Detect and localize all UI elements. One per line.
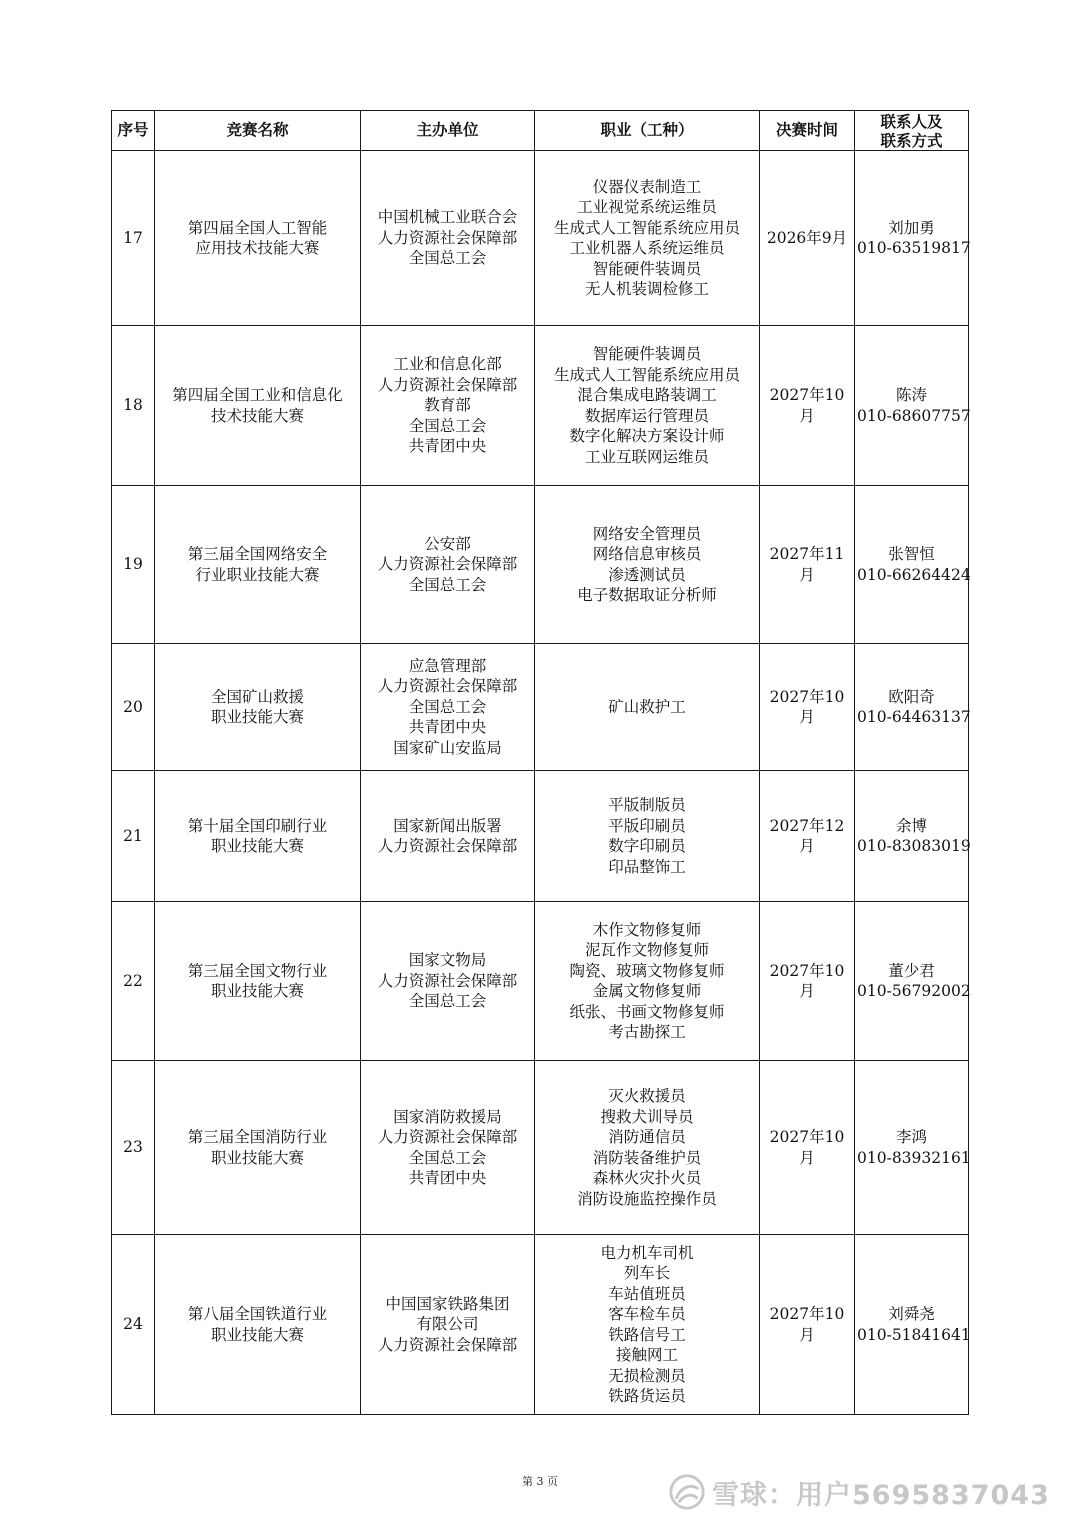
organizer-line: 国家消防救援局 (393, 1107, 502, 1126)
cell-seq: 24 (112, 1235, 155, 1415)
occupation-line: 木作文物修复师 (592, 920, 702, 939)
cell-occupations (535, 326, 760, 486)
organizer-line: 共青团中央 (408, 718, 487, 737)
occupation-line: 搜救犬训导员 (600, 1107, 694, 1126)
organizer-line: 国家矿山安监局 (393, 738, 502, 757)
organizer-line: 全国总工会 (408, 416, 487, 435)
cell-contact (855, 771, 969, 902)
header-row (112, 111, 969, 151)
cell-organizers (361, 1061, 535, 1235)
cell-seq: 19 (112, 486, 155, 644)
cell-seq: 18 (112, 326, 155, 486)
cell-final-time: 2027年10月 (760, 644, 855, 771)
occupation-line: 工业机器人系统运维员 (569, 239, 725, 257)
organizer-line: 人力资源社会保障部 (377, 1128, 518, 1146)
contact-name: 张智恒 (888, 545, 935, 563)
page-number: 第 3 页 (522, 1475, 558, 1488)
occupation-line: 考古勘探工 (608, 1023, 686, 1041)
occupation-line: 森林火灾扑火员 (592, 1169, 702, 1187)
occupation-line: 工业视觉系统运维员 (577, 198, 717, 216)
watermark (668, 1472, 1050, 1512)
cell-organizers (361, 326, 535, 486)
occupation-line: 仪器仪表制造工 (592, 177, 702, 196)
cell-competition-name (155, 486, 361, 644)
header-name: 竞赛名称 (155, 111, 361, 151)
competition-name-line: 行业职业技能大赛 (195, 565, 320, 584)
header-seq: 序号 (112, 111, 155, 151)
cell-competition-name (155, 902, 361, 1061)
organizer-line: 全国总工会 (408, 1148, 487, 1167)
occupation-line: 陶瓷、玻璃文物修复师 (569, 961, 725, 980)
occupation-line: 灭火救援员 (608, 1087, 686, 1105)
table-row (112, 486, 969, 644)
competition-name-line: 第八届全国铁道行业 (187, 1305, 328, 1323)
competition-name-line: 第三届全国文物行业 (187, 961, 328, 980)
organizer-line: 国家文物局 (408, 951, 487, 970)
cell-competition-name (155, 1061, 361, 1235)
header-contact-line2: 联系方式 (880, 130, 943, 150)
cell-final-time: 2027年10月 (760, 1235, 855, 1415)
cell-seq: 20 (112, 644, 155, 771)
cell-organizers (361, 902, 535, 1061)
table-row (112, 1061, 969, 1235)
competition-name-line: 第三届全国网络安全 (187, 545, 328, 563)
table-row (112, 771, 969, 902)
contact-phone: 010-63519817 (857, 239, 971, 257)
occupation-line: 客车检车员 (608, 1305, 686, 1323)
cell-occupations (535, 644, 760, 771)
competition-name-line: 职业技能大赛 (210, 708, 304, 726)
organizer-line: 人力资源社会保障部 (377, 555, 518, 574)
organizer-line: 全国总工会 (408, 249, 487, 268)
occupation-line: 消防通信员 (608, 1128, 686, 1146)
cell-contact (855, 1235, 969, 1415)
cell-seq: 22 (112, 902, 155, 1061)
snowball-logo-icon (668, 1473, 706, 1511)
contact-phone: 010-56792002 (857, 982, 971, 1000)
occupation-line: 消防设施监控操作员 (577, 1189, 717, 1208)
table-row (112, 1235, 969, 1415)
competition-name-line: 职业技能大赛 (210, 982, 304, 1000)
cell-competition-name (155, 151, 361, 326)
cell-contact (855, 326, 969, 486)
table-row (112, 151, 969, 326)
cell-contact (855, 151, 969, 326)
cell-organizers (361, 151, 535, 326)
table-row (112, 902, 969, 1061)
organizer-line: 中国机械工业联合会 (377, 208, 518, 227)
occupation-line: 智能硬件装调员 (592, 259, 702, 278)
organizer-line: 共青团中央 (408, 437, 487, 456)
occupation-line: 数字化解决方案设计师 (569, 427, 725, 445)
cell-competition-name (155, 771, 361, 902)
occupation-line: 渗透测试员 (608, 565, 686, 584)
occupation-line: 数字印刷员 (608, 837, 686, 855)
contact-phone: 010-51841641 (857, 1325, 971, 1344)
organizer-line: 共青团中央 (408, 1169, 487, 1187)
cell-final-time: 2027年10月 (760, 902, 855, 1061)
contact-phone: 010-83083019 (857, 837, 971, 855)
cell-contact (855, 1061, 969, 1235)
contact-phone: 010-64463137 (857, 708, 971, 726)
competition-name-line: 职业技能大赛 (210, 1325, 304, 1344)
contact-name: 董少君 (888, 961, 935, 980)
organizer-line: 人力资源社会保障部 (377, 677, 518, 696)
competition-name-line: 职业技能大赛 (210, 1148, 304, 1167)
competition-table (111, 110, 969, 1415)
header-contact (855, 111, 969, 151)
occupation-line: 列车长 (623, 1264, 671, 1282)
cell-competition-name (155, 644, 361, 771)
table-row (112, 326, 969, 486)
cell-seq: 23 (112, 1061, 155, 1235)
cell-occupations (535, 151, 760, 326)
contact-name: 欧阳奇 (888, 687, 935, 706)
organizer-line: 全国总工会 (408, 575, 487, 594)
occupation-line: 车站值班员 (608, 1284, 686, 1303)
header-final-time: 决赛时间 (760, 111, 855, 151)
organizer-line: 国家新闻出版署 (393, 816, 502, 835)
occupation-line: 金属文物修复师 (592, 982, 702, 1000)
occupation-line: 泥瓦作文物修复师 (584, 941, 709, 959)
competition-name-line: 第三届全国消防行业 (187, 1128, 328, 1146)
cell-occupations (535, 1235, 760, 1415)
cell-organizers (361, 1235, 535, 1415)
cell-occupations (535, 902, 760, 1061)
contact-phone: 010-68607757 (857, 406, 971, 425)
organizer-line: 工业和信息化部 (393, 355, 502, 374)
occupation-line: 平版制版员 (608, 796, 686, 814)
contact-name: 刘舜尧 (888, 1305, 935, 1323)
occupation-line: 电子数据取证分析师 (577, 586, 717, 604)
organizer-line: 人力资源社会保障部 (377, 228, 518, 247)
cell-final-time: 2027年12月 (760, 771, 855, 902)
contact-name: 余博 (895, 816, 927, 835)
occupation-line: 数据库运行管理员 (584, 406, 709, 425)
cell-final-time: 2027年10月 (760, 1061, 855, 1235)
occupation-line: 生成式人工智能系统应用员 (553, 218, 740, 237)
competition-name-line: 第四届全国人工智能 (187, 218, 328, 237)
occupation-line: 消防装备维护员 (592, 1148, 702, 1167)
cell-occupations (535, 771, 760, 902)
cell-final-time: 2026年9月 (760, 151, 855, 326)
occupation-line: 矿山救护工 (608, 697, 686, 716)
cell-contact (855, 644, 969, 771)
occupation-line: 智能硬件装调员 (592, 345, 702, 363)
occupation-line: 铁路信号工 (608, 1325, 686, 1344)
occupation-line: 工业互联网运维员 (584, 447, 709, 466)
header-occupation: 职业（工种） (535, 111, 760, 151)
cell-seq: 17 (112, 151, 155, 326)
organizer-line: 全国总工会 (408, 697, 487, 716)
cell-competition-name (155, 326, 361, 486)
watermark-text: 雪球：用户5695837043 (712, 1479, 1050, 1511)
cell-organizers (361, 486, 535, 644)
contact-name: 李鸿 (895, 1128, 927, 1146)
occupation-line: 无人机装调检修工 (584, 280, 709, 298)
organizer-line: 中国国家铁路集团 (385, 1294, 510, 1313)
cell-competition-name (155, 1235, 361, 1415)
organizer-line: 教育部 (424, 396, 471, 415)
organizer-line: 公安部 (424, 534, 471, 553)
header-contact-line1: 联系人及 (880, 111, 943, 131)
contact-phone: 010-83932161 (857, 1148, 971, 1167)
cell-contact (855, 902, 969, 1061)
organizer-line: 人力资源社会保障部 (377, 837, 518, 855)
organizer-line: 人力资源社会保障部 (377, 375, 518, 394)
cell-occupations (535, 486, 760, 644)
contact-name: 刘加勇 (888, 218, 935, 237)
cell-seq: 21 (112, 771, 155, 902)
occupation-line: 印品整饰工 (608, 857, 686, 876)
cell-organizers (361, 644, 535, 771)
occupation-line: 混合集成电路装调工 (577, 386, 717, 404)
cell-final-time: 2027年11月 (760, 486, 855, 644)
competition-name-line: 技术技能大赛 (210, 406, 304, 425)
contact-phone: 010-66264424 (857, 565, 971, 584)
cell-final-time: 2027年10月 (760, 326, 855, 486)
occupation-line: 网络安全管理员 (592, 524, 702, 543)
organizer-line: 人力资源社会保障部 (377, 1335, 518, 1354)
competition-name-line: 第四届全国工业和信息化 (172, 386, 343, 404)
cell-contact (855, 486, 969, 644)
occupation-line: 接触网工 (615, 1346, 678, 1364)
competition-name-line: 第十届全国印刷行业 (187, 816, 328, 835)
competition-name-line: 应用技术技能大赛 (195, 239, 320, 257)
competition-name-line: 职业技能大赛 (210, 837, 304, 855)
occupation-line: 网络信息审核员 (592, 545, 702, 563)
contact-name: 陈涛 (895, 386, 927, 404)
organizer-line: 全国总工会 (408, 992, 487, 1011)
table-row (112, 644, 969, 771)
cell-occupations (535, 1061, 760, 1235)
cell-organizers (361, 771, 535, 902)
occupation-line: 无损检测员 (608, 1366, 686, 1385)
occupation-line: 铁路货运员 (608, 1387, 686, 1405)
occupation-line: 纸张、书画文物修复师 (569, 1002, 725, 1021)
occupation-line: 生成式人工智能系统应用员 (553, 365, 740, 384)
occupation-line: 电力机车司机 (600, 1243, 694, 1262)
occupation-line: 平版印刷员 (608, 816, 686, 835)
organizer-line: 应急管理部 (408, 656, 487, 675)
header-organizer: 主办单位 (361, 111, 535, 151)
organizer-line: 人力资源社会保障部 (377, 971, 518, 990)
organizer-line: 有限公司 (416, 1315, 479, 1334)
competition-name-line: 全国矿山救援 (210, 687, 304, 706)
